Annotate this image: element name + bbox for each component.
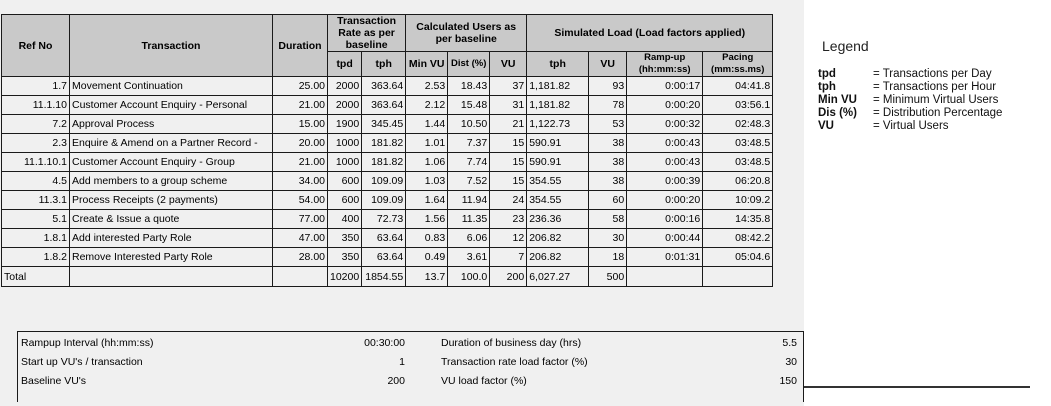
cell-sim-tph[interactable]: 590.91 [527, 153, 589, 172]
cell-pacing[interactable]: 06:20.8 [703, 172, 773, 191]
cell-sim-tph[interactable]: 354.55 [527, 191, 589, 210]
legend-abbr: Min VU [818, 94, 857, 106]
header-sim-tph[interactable]: tph [527, 52, 589, 77]
cell-tph[interactable]: 345.45 [362, 115, 406, 134]
header-duration[interactable]: Duration [273, 15, 328, 77]
cell-dist[interactable]: 7.37 [448, 134, 490, 153]
cell-min-vu[interactable]: 1.64 [406, 191, 448, 210]
total-label[interactable]: Total [2, 267, 70, 287]
legend-items [818, 68, 1048, 133]
header-rate-group[interactable]: Transaction Rate as per baseline [328, 15, 406, 52]
total-min-vu[interactable]: 13.7 [406, 267, 448, 287]
cell-ref[interactable]: 7.2 [2, 115, 70, 134]
total-empty-duration[interactable] [273, 267, 328, 287]
cell-ref[interactable]: 4.5 [2, 172, 70, 191]
cell-ref[interactable]: 1.8.1 [2, 229, 70, 248]
cell-tph[interactable]: 181.82 [362, 134, 406, 153]
param-rate-factor-value[interactable]: 30 [785, 355, 797, 368]
cell-rampup[interactable]: 0:00:16 [627, 210, 703, 229]
cell-sim-tph[interactable]: 590.91 [527, 134, 589, 153]
cell-transaction[interactable]: Add interested Party Role [70, 229, 273, 248]
total-sim-vu[interactable]: 500 [589, 267, 627, 287]
header-transaction[interactable]: Transaction [70, 15, 273, 77]
cell-dist[interactable]: 10.50 [448, 115, 490, 134]
cell-sim-vu[interactable]: 30 [589, 229, 627, 248]
cell-transaction[interactable]: Customer Account Enquiry - Personal [70, 96, 273, 115]
load-model-table [1, 14, 773, 287]
legend-desc: = Transactions per Hour [873, 81, 997, 93]
cell-min-vu[interactable]: 2.12 [406, 96, 448, 115]
cell-rampup[interactable]: 0:00:32 [627, 115, 703, 134]
cell-sim-tph[interactable]: 236.36 [527, 210, 589, 229]
cell-vu[interactable]: 7 [490, 248, 527, 267]
cell-min-vu[interactable]: 1.01 [406, 134, 448, 153]
cell-sim-vu[interactable]: 38 [589, 172, 627, 191]
cell-tph[interactable]: 72.73 [362, 210, 406, 229]
header-min-vu[interactable]: Min VU [406, 52, 448, 77]
total-empty-rampup[interactable] [627, 267, 703, 287]
cell-sim-vu[interactable]: 93 [589, 77, 627, 96]
total-dist[interactable]: 100.0 [448, 267, 490, 287]
cell-pacing[interactable]: 10:09.2 [703, 191, 773, 210]
table-row [2, 248, 773, 267]
cell-min-vu[interactable]: 0.49 [406, 248, 448, 267]
cell-rampup[interactable]: 0:00:43 [627, 153, 703, 172]
cell-rampup[interactable]: 0:00:20 [627, 191, 703, 210]
param-baseline-label[interactable]: Baseline VU's [21, 374, 87, 387]
cell-transaction[interactable]: Movement Continuation [70, 77, 273, 96]
cell-vu[interactable]: 12 [490, 229, 527, 248]
cell-duration[interactable]: 77.00 [273, 210, 328, 229]
header-pacing[interactable]: Pacing (mm:ss.ms) [703, 52, 773, 77]
cell-tph[interactable]: 181.82 [362, 153, 406, 172]
cell-min-vu[interactable]: 1.06 [406, 153, 448, 172]
cell-rampup[interactable]: 0:00:43 [627, 134, 703, 153]
cell-rampup[interactable]: 0:00:17 [627, 77, 703, 96]
header-sim-group[interactable]: Simulated Load (Load factors applied) [527, 15, 773, 52]
cell-tph[interactable]: 109.09 [362, 191, 406, 210]
cell-duration[interactable]: 15.00 [273, 115, 328, 134]
cell-ref[interactable]: 2.3 [2, 134, 70, 153]
table-row [2, 153, 773, 172]
cell-tpd[interactable]: 2000 [328, 96, 362, 115]
header-ref[interactable]: Ref No [2, 15, 70, 77]
header-tph[interactable]: tph [362, 52, 406, 77]
table-row [2, 229, 773, 248]
cell-dist[interactable]: 11.94 [448, 191, 490, 210]
header-vu[interactable]: VU [490, 52, 527, 77]
cell-min-vu[interactable]: 1.03 [406, 172, 448, 191]
cell-tpd[interactable]: 400 [328, 210, 362, 229]
cell-vu[interactable]: 15 [490, 134, 527, 153]
param-rampup-interval-value[interactable]: 00:30:00 [364, 336, 405, 349]
divider-line [804, 386, 1030, 388]
cell-vu[interactable]: 24 [490, 191, 527, 210]
total-empty-transaction[interactable] [70, 267, 273, 287]
cell-dist[interactable]: 6.06 [448, 229, 490, 248]
cell-tph[interactable]: 63.64 [362, 229, 406, 248]
cell-dist[interactable]: 7.74 [448, 153, 490, 172]
param-duration-label[interactable]: Duration of business day (hrs) [441, 336, 582, 349]
cell-tpd[interactable]: 600 [328, 191, 362, 210]
legend-desc: = Virtual Users [873, 120, 949, 132]
cell-tpd[interactable]: 1000 [328, 134, 362, 153]
cell-duration[interactable]: 21.00 [273, 153, 328, 172]
cell-pacing[interactable]: 03:56.1 [703, 96, 773, 115]
cell-ref[interactable]: 11.3.1 [2, 191, 70, 210]
cell-tph[interactable]: 363.64 [362, 96, 406, 115]
cell-vu[interactable]: 23 [490, 210, 527, 229]
cell-dist[interactable]: 3.61 [448, 248, 490, 267]
header-dist[interactable]: Dist (%) [448, 52, 490, 77]
cell-transaction[interactable]: Add members to a group scheme [70, 172, 273, 191]
param-rampup-interval-label[interactable]: Rampup Interval (hh:mm:ss) [21, 336, 154, 349]
cell-tpd[interactable]: 1000 [328, 153, 362, 172]
param-rate-factor-label[interactable]: Transaction rate load factor (%) [441, 355, 588, 368]
cell-dist[interactable]: 7.52 [448, 172, 490, 191]
table-row [2, 210, 773, 229]
legend-item [818, 120, 1048, 133]
cell-pacing[interactable]: 02:48.3 [703, 115, 773, 134]
cell-duration[interactable]: 28.00 [273, 248, 328, 267]
param-baseline-value[interactable]: 200 [387, 374, 405, 387]
cell-ref[interactable]: 1.8.2 [2, 248, 70, 267]
cell-pacing[interactable]: 03:48.5 [703, 134, 773, 153]
legend-abbr: VU [818, 120, 834, 132]
cell-transaction[interactable]: Customer Account Enquiry - Group [70, 153, 273, 172]
legend-item [818, 81, 1048, 94]
legend-abbr: tph [818, 81, 836, 93]
cell-pacing[interactable]: 08:42.2 [703, 229, 773, 248]
total-vu[interactable]: 200 [490, 267, 527, 287]
cell-vu[interactable]: 15 [490, 153, 527, 172]
cell-sim-vu[interactable]: 58 [589, 210, 627, 229]
cell-tph[interactable]: 109.09 [362, 172, 406, 191]
legend-item [818, 94, 1048, 107]
cell-sim-tph[interactable]: 1,181.82 [527, 77, 589, 96]
header-row-group [2, 15, 773, 52]
legend-desc: = Transactions per Day [873, 68, 992, 80]
cell-tph[interactable]: 63.64 [362, 248, 406, 267]
cell-tpd[interactable]: 1900 [328, 115, 362, 134]
cell-tph[interactable]: 363.64 [362, 77, 406, 96]
legend-desc: = Minimum Virtual Users [873, 94, 999, 106]
cell-duration[interactable]: 20.00 [273, 134, 328, 153]
cell-tpd[interactable]: 2000 [328, 77, 362, 96]
cell-duration[interactable]: 25.00 [273, 77, 328, 96]
cell-tpd[interactable]: 350 [328, 229, 362, 248]
param-row [18, 352, 800, 371]
param-row [18, 333, 800, 352]
cell-dist[interactable]: 11.35 [448, 210, 490, 229]
cell-duration[interactable]: 34.00 [273, 172, 328, 191]
cell-min-vu[interactable]: 0.83 [406, 229, 448, 248]
table-row [2, 191, 773, 210]
cell-sim-tph[interactable]: 206.82 [527, 248, 589, 267]
cell-sim-vu[interactable]: 53 [589, 115, 627, 134]
cell-transaction[interactable]: Remove Interested Party Role [70, 248, 273, 267]
cell-min-vu[interactable]: 1.56 [406, 210, 448, 229]
cell-rampup[interactable]: 0:01:31 [627, 248, 703, 267]
header-rampup[interactable]: Ramp-up (hh:mm:ss) [627, 52, 703, 77]
total-row [2, 267, 773, 287]
cell-tpd[interactable]: 600 [328, 172, 362, 191]
cell-pacing[interactable]: 04:41.8 [703, 77, 773, 96]
cell-vu[interactable]: 31 [490, 96, 527, 115]
param-row [18, 371, 800, 390]
cell-sim-tph[interactable]: 354.55 [527, 172, 589, 191]
legend-desc: = Distribution Percentage [873, 107, 1003, 119]
cell-min-vu[interactable]: 2.53 [406, 77, 448, 96]
cell-vu[interactable]: 21 [490, 115, 527, 134]
cell-transaction[interactable]: Process Receipts (2 payments) [70, 191, 273, 210]
legend-abbr: Dis (%) [818, 107, 857, 119]
param-vu-factor-value[interactable]: 150 [779, 374, 797, 387]
header-tpd[interactable]: tpd [328, 52, 362, 77]
total-sim-tph[interactable]: 6,027.27 [527, 267, 589, 287]
param-duration-value[interactable]: 5.5 [782, 336, 797, 349]
table-row [2, 172, 773, 191]
cell-rampup[interactable]: 0:00:39 [627, 172, 703, 191]
cell-ref[interactable]: 5.1 [2, 210, 70, 229]
header-sim-vu[interactable]: VU [589, 52, 627, 77]
table-row [2, 134, 773, 153]
total-empty-pacing[interactable] [703, 267, 773, 287]
cell-transaction[interactable]: Enquire & Amend on a Partner Record - [70, 134, 273, 153]
param-vu-factor-label[interactable]: VU load factor (%) [441, 374, 527, 387]
cell-sim-vu[interactable]: 78 [589, 96, 627, 115]
legend-title: Legend [822, 38, 869, 54]
cell-duration[interactable]: 21.00 [273, 96, 328, 115]
cell-sim-vu[interactable]: 38 [589, 134, 627, 153]
cell-sim-tph[interactable]: 206.82 [527, 229, 589, 248]
cell-sim-vu[interactable]: 60 [589, 191, 627, 210]
total-tph[interactable]: 1854.55 [362, 267, 406, 287]
legend-abbr: tpd [818, 68, 836, 80]
cell-min-vu[interactable]: 1.44 [406, 115, 448, 134]
cell-dist[interactable]: 18.43 [448, 77, 490, 96]
cell-dist[interactable]: 15.48 [448, 96, 490, 115]
cell-tpd[interactable]: 350 [328, 248, 362, 267]
cell-ref[interactable]: 11.1.10.1 [2, 153, 70, 172]
table-row [2, 96, 773, 115]
cell-vu[interactable]: 15 [490, 172, 527, 191]
legend-item [818, 68, 1048, 81]
param-startup-value[interactable]: 1 [399, 355, 405, 368]
cell-duration[interactable]: 47.00 [273, 229, 328, 248]
total-tpd[interactable]: 10200 [328, 267, 362, 287]
cell-vu[interactable]: 37 [490, 77, 527, 96]
parameters-table [18, 333, 800, 390]
header-calc-group[interactable]: Calculated Users as per baseline [406, 15, 527, 52]
cell-sim-tph[interactable]: 1,181.82 [527, 96, 589, 115]
cell-pacing[interactable]: 03:48.5 [703, 153, 773, 172]
cell-pacing[interactable]: 05:04.6 [703, 248, 773, 267]
cell-transaction[interactable]: Create & Issue a quote [70, 210, 273, 229]
param-startup-label[interactable]: Start up VU's / transaction [21, 355, 143, 368]
cell-transaction[interactable]: Approval Process [70, 115, 273, 134]
table-row [2, 77, 773, 96]
cell-ref[interactable]: 11.1.10 [2, 96, 70, 115]
cell-ref[interactable]: 1.7 [2, 77, 70, 96]
cell-sim-tph[interactable]: 1,122.73 [527, 115, 589, 134]
cell-rampup[interactable]: 0:00:20 [627, 96, 703, 115]
legend-item [818, 107, 1048, 120]
table-row [2, 115, 773, 134]
cell-rampup[interactable]: 0:00:44 [627, 229, 703, 248]
cell-pacing[interactable]: 14:35.8 [703, 210, 773, 229]
legend [818, 38, 1048, 133]
cell-duration[interactable]: 54.00 [273, 191, 328, 210]
cell-sim-vu[interactable]: 18 [589, 248, 627, 267]
cell-sim-vu[interactable]: 38 [589, 153, 627, 172]
